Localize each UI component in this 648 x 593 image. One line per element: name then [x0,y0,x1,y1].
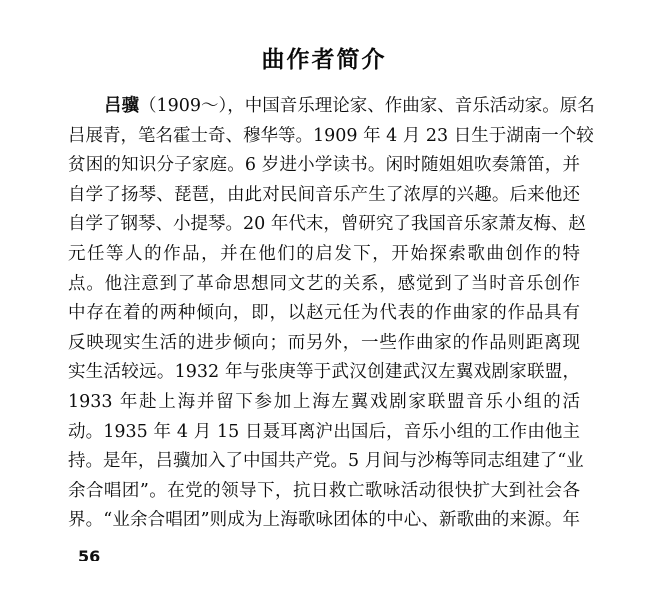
body-line-text: 动。1935 年 4 月 15 日聂耳离沪出国后，音乐小组的工作由他主 [68,421,580,442]
body-line [68,92,595,122]
body-line-text: 持。是年，吕骥加入了中国共产党。5 月间与沙梅等同志组建了“业 [68,451,584,472]
title-block [0,30,648,91]
body-line-text: 吕展青，笔名霍士奇、穆华等。1909 年 4 月 23 日生于湖南一个较 [68,125,594,146]
body-line-text: 贫困的知识分子家庭。6 岁进小学读书。闲时随姐姐吹奏箫笛，并 [68,155,580,176]
body-line [68,210,586,240]
body-line [68,506,580,536]
body-line [68,418,580,448]
body-line-text: 点。他注意到了革命思想同文艺的关系，感觉到了当时音乐创作 [68,273,580,294]
page-number: 56 [78,548,101,561]
paragraph-indent [68,92,104,122]
body-line [68,299,580,329]
body-line [68,477,580,507]
body-line-text: 自学了钢琴、小提琴。20 年代末，曾研究了我国音乐家萧友梅、赵 [68,214,586,235]
body-line-text: 元任等人的作品，并在他们的启发下，开始探索歌曲创作的特 [68,243,580,264]
body-line [68,329,580,359]
subject-name: 吕骥 [104,96,139,116]
body-line-text: 余合唱团”。在党的领导下，抗日救亡歌咏活动很快扩大到社会各 [68,480,580,501]
body-line [68,388,580,418]
body-line-text: （1909～），中国音乐理论家、作曲家、音乐活动家。原名 [139,96,595,116]
body-line [68,358,580,388]
page-title: 曲作者简介 [261,47,387,74]
body-line-text: 自学了扬琴、琵琶，由此对民间音乐产生了浓厚的兴趣。后来他还 [68,184,580,205]
body-line-text: 反映现实生活的进步倾向；而另外，一些作曲家的作品则距离现 [68,332,580,353]
body-line-text: 实生活较远。1932 年与张庚等于武汉创建武汉左翼戏剧家联盟， [68,362,580,383]
body-line-text: 1933 年赴上海并留下参加上海左翼戏剧家联盟音乐小组的活 [68,391,580,412]
body-line [68,270,580,300]
body-line-text: 界。“业余合唱团”则成为上海歌咏团体的中心、新歌曲的来源。年 [68,510,580,531]
article-body [68,92,595,536]
body-line-text: 中存在着的两种倾向，即，以赵元任为代表的作曲家的作品具有 [68,303,580,324]
body-line [68,122,594,152]
body-line [68,240,580,270]
body-line [68,181,580,211]
body-line [68,151,580,181]
body-line [68,447,584,477]
